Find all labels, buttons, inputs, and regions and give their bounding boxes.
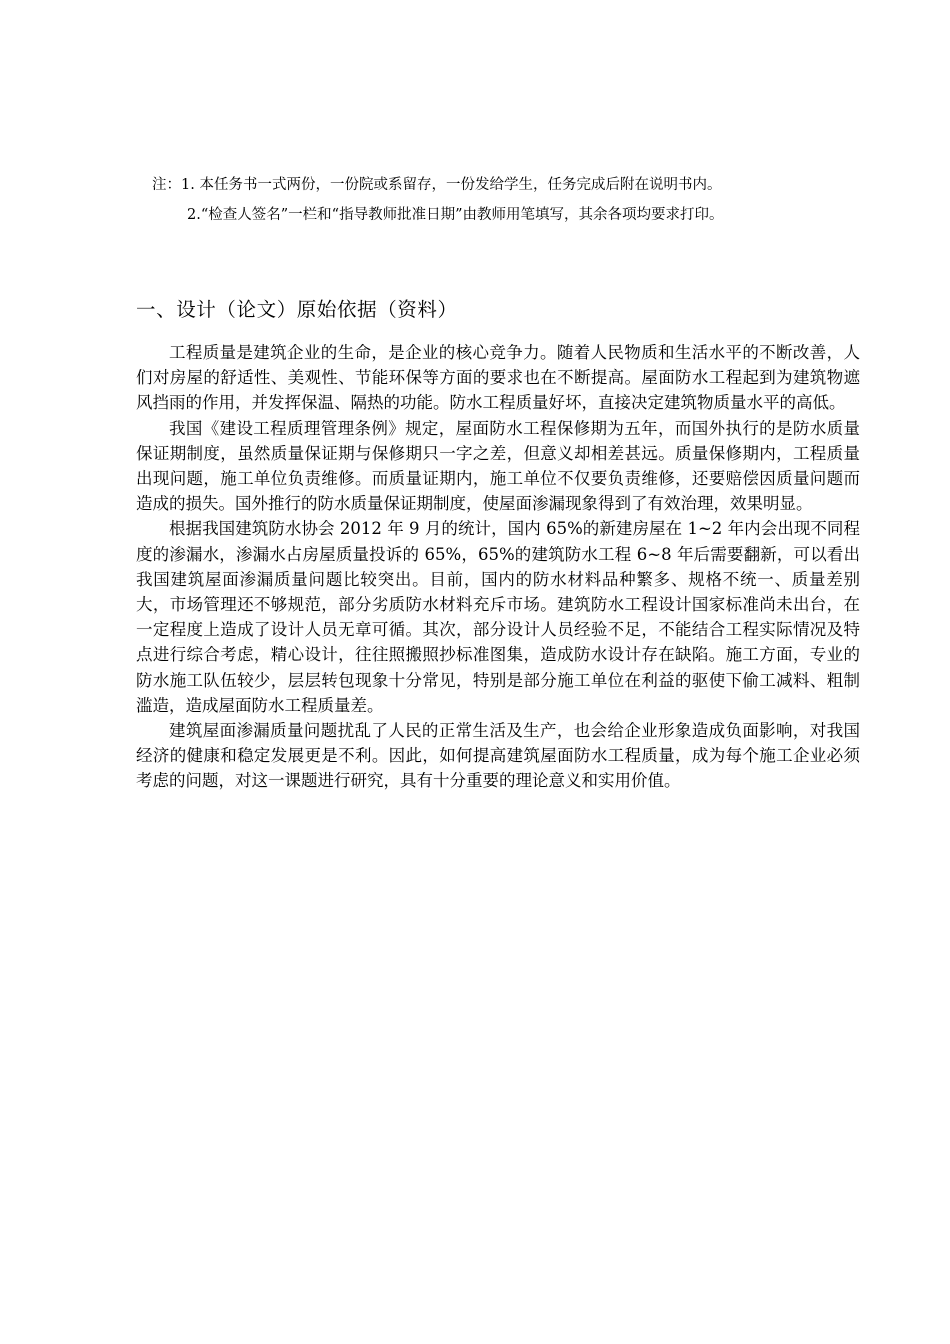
paragraph: 根据我国建筑防水协会 2012 年 9 月的统计，国内 65%的新建房屋在 1~2 年内会出现不同程度的渗漏水，渗漏水占房屋质量投诉的 65%，65%的建筑防水工程 6~8 年后需要翻新，可以看出我国建筑屋面渗漏质量问题比较突出。目前，国内的防水材料品种繁多、规格不统一、质量差别大，市场管理还不够规范，部分劣质防水材料充斥市场。建筑防水工程设计国家标准尚未出台，在一定程度上造成了设计人员无章可循。其次，部分设计人员经验不足，不能结合工程实际情况及特点进行综合考虑，精心设计，往往照搬照抄标准图集，造成防水设计存在缺陷。施工方面，专业的防水施工队伍较少，层层转包现象十分常见，特别是部分施工单位在利益的驱使下偷工减料、粗制滥造，造成屋面防水工程质量差。 bbox=[136, 519, 860, 715]
paragraph: 我国《建设工程质理管理条例》规定，屋面防水工程保修期为五年，而国外执行的是防水质量保证期制度，虽然质量保证期与保修期只一字之差，但意义却相差甚远。质量保修期内，工程质量出现问题，施工单位负责维修。而质量证期内，施工单位不仅要负责维修，还要赔偿因质量问题而造成的损失。国外推行的防水质量保证期制度，使屋面渗漏现象得到了有效治理，效果明显。 bbox=[136, 418, 860, 514]
section-title: 一、设计（论文）原始依据（资料） bbox=[136, 298, 458, 321]
note-line-1: 注：1. 本任务书一式两份，一份院或系留存，一份发给学生，任务完成后附在说明书内。 bbox=[152, 177, 722, 193]
paragraph: 建筑屋面渗漏质量问题扰乱了人民的正常生活及生产，也会给企业形象造成负面影响，对我国经济的健康和稳定发展更是不利。因此，如何提高建筑屋面防水工程质量，成为每个施工企业必须考虑的问题，对这一课题进行研究，具有十分重要的理论意义和实用价值。 bbox=[136, 721, 860, 791]
section-body bbox=[136, 340, 860, 794]
task-notes bbox=[152, 170, 872, 230]
note-line-2: 2.“检查人签名”一栏和“指导教师批准日期”由教师用笔填写，其余各项均要求打印。 bbox=[187, 207, 724, 223]
paragraph: 工程质量是建筑企业的生命，是企业的核心竞争力。随着人民物质和生活水平的不断改善，人们对房屋的舒适性、美观性、节能环保等方面的要求也在不断提高。屋面防水工程起到为建筑物遮风挡雨的作用，并发挥保温、隔热的功能。防水工程质量好坏，直接决定建筑物质量水平的高低。 bbox=[136, 343, 860, 413]
